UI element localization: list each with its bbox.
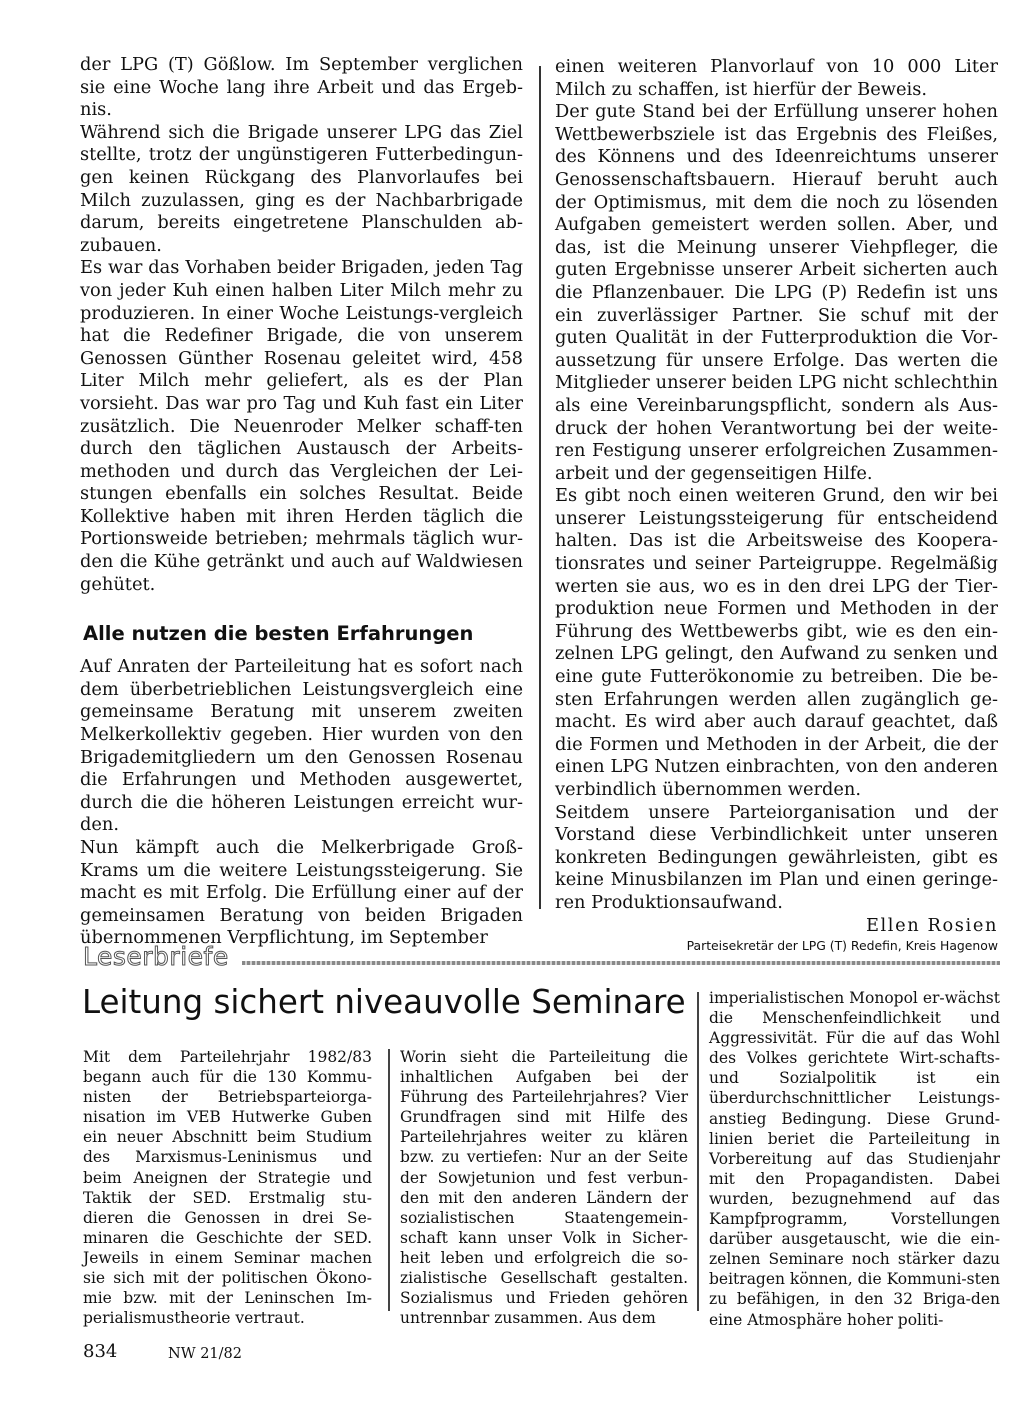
author-role: Parteisekretär der LPG (T) Redefin, Kreis Hagenow [686,938,998,954]
paragraph: Nun kämpft auch die Melkerbrigade Groß-Krams um die weitere Leistungssteigerung. Sie macht es mit Erfolg. Die Erfüllung einer auf der gemeinsamen Beratung von beiden Brigaden übernommenen Verpflichtung, im September [80,837,523,949]
paragraph: einen weiteren Planvorlauf von 10 000 Liter Milch zu schaffen, ist hierfür der Beweis. [555,56,998,100]
paragraph: Seitdem unsere Parteiorganisation und der Vorstand diese Verbindlichkeit unter unseren konkreten Bedingungen gewährleisten, gibt es keine Minusbilanzen im Plan und einen geringe-ren Produktionsaufwand. [555,801,998,913]
paragraph: Es war das Vorhaben beider Brigaden, jeden Tag von jeder Kuh einen halben Liter Milch mehr zu produzieren. In einer Woche Leistungs-vergleich hat die Redefiner Brigade, die von unserem Genossen Günther Rosenau geleitet wird, 458 Liter Milch mehr geliefert, als es der Plan vorsieht. Das war pro Tag und Kuh fast ein Liter zusätzlich. Die Neuenroder Melker schaff-ten durch den täglichen Austausch der Arbeits-methoden und durch das Vergleichen der Lei-stungen ebenfalls ein solches Resultat. Beide Kollektive haben mit ihren Herden täglich die Portionsweide betrieben; mehrmals täglich wur-den die Kühe getränkt und auch auf Waldwiesen gehütet. [80,257,523,595]
paragraph: Worin sieht die Parteileitung die inhaltlichen Aufgaben bei der Führung des Parteilehrjahres? Vier Grundfragen sind mit Hilfe des Parteilehrjahres weiter zu klären bzw. zu vertiefen: Nur an der Seite der Sowjetunion und fest verbun-den mit den anderen Ländern der sozialistischen Staatengemein-schaft kann unser Volk in Sicher-heit leben und erfolgreich die so-zialistische Gesellschaft gestalten. Sozialismus und Frieden gehören untrennbar zusammen. Aus dem [400,1048,688,1328]
upper-article-left-column [80,54,523,950]
headline: Leitung sichert niveauvolle Seminare [82,983,686,1021]
lower-article-middle-column [400,1047,688,1328]
lower-article-right-column [709,988,1000,1330]
paragraph: Es gibt noch einen weiteren Grund, den wir bei unserer Leistungssteigerung für entscheidend halten. Das ist die Arbeitsweise des Koopera-tionsrates und seiner Parteigruppe. Regelmäßig werten sie aus, wo es in den drei LPG der Tier-produktion neue Formen und Methoden in der Führung des Wettbewerbs gibt, wie es den ein-zelnen LPG gelingt, den Aufwand zu senken und eine gute Futterökonomie zu betreiben. Die be-sten Erfahrungen werden allen zugänglich ge-macht. Es wird aber auch darauf geachtet, daß die Formen und Methoden in der Arbeit, die der einen LPG Nutzen einbrachten, von den anderen verbindlich übernommen werden. [555,485,998,800]
column-divider [697,992,699,1311]
author-name: Ellen Rosien [865,914,998,936]
section-rule [242,961,1000,965]
subheading: Alle nutzen die besten Erfahrungen [83,622,474,646]
section-label: Leserbriefe [83,942,229,971]
page-number: 834 [83,1341,118,1362]
issue-label: NW 21/82 [168,1346,242,1362]
paragraph: Der gute Stand bei der Erfüllung unserer hohen Wettbewerbsziele ist das Ergebnis des Fleißes, des Könnens und des Ideenreichtums unserer Genossenschaftsbauern. Hierauf beruht auch der Optimismus, mit dem die noch zu lösenden Aufgaben gemeistert werden sollen. Aber, und das, ist die Meinung unserer Viehpfleger, die guten Ergebnisse unserer Arbeit sicherten auch die Pflanzenbauer. Die LPG (P) Redefin ist uns ein zuverlässiger Partner. Sie schuf mit der guten Qualität in der Futterproduktion die Vor-aussetzung für unsere Erfolge. Das werten die Mitglieder unserer beiden LPG nicht schlechthin als eine Vereinbarungspflicht, sondern als Aus-druck der hohen Verantwortung bei der weite-ren Festigung unserer erfolgreichen Zusammen-arbeit und der gegenseitigen Hilfe. [555,101,998,484]
paragraph: imperialistischen Monopol er-wächst die Menschenfeindlichkeit und Aggressivität. Für die auf das Wohl des Volkes gerichtete Wirt-schafts- und Sozialpolitik ist ein überdurchschnittlicher Leistungs-anstieg Bedingung. Diese Grund-linien beriet die Parteileitung in Vorbereitung auf das Studienjahr mit den Propagandisten. Dabei wurden, bezugnehmend auf das Kampfprogramm, Vorstellungen darüber ausgetauscht, wie die ein-zelnen Seminare noch stärker dazu beitragen können, die Kommuni-sten zu befähigen, in den 32 Briga-den eine Atmosphäre hoher politi- [709,989,1001,1329]
paragraph: Mit dem Parteilehrjahr 1982/83 begann auch für die 130 Kommu-nisten der Betriebsparteiorga-nisation im VEB Hutwerke Guben ein neuer Abschnitt beim Studium des Marxismus-Leninismus und beim Aneignen der Strategie und Taktik der SED. Erstmalig stu-dieren die Genossen in drei Se-minaren die Geschichte der SED. Jeweils in einem Seminar machen sie sich mit der politischen Ökono-mie bzw. mit der Leninschen Im-perialismustheorie vertraut. [83,1048,372,1328]
column-divider [539,66,541,909]
upper-article-right-column [555,56,998,955]
paragraph: der LPG (T) Gößlow. Im September verglichen sie eine Woche lang ihre Arbeit und das Ergeb-nis. [80,54,523,121]
column-divider [388,1049,390,1311]
paragraph: Auf Anraten der Parteileitung hat es sofort nach dem überbetrieblichen Leistungsvergleich eine gemeinsame Beratung mit unserem zweiten Melkerkollektiv gegeben. Hier wurden von den Brigademitgliedern um den Genossen Rosenau die Erfahrungen und Methoden ausgewertet, durch die die höheren Leistungen erreicht wur-den. [80,656,523,836]
paragraph: Während sich die Brigade unserer LPG das Ziel stellte, trotz der ungünstigeren Futterbedingun-gen keinen Rückgang des Planvorlaufes bei Milch zuzulassen, ging es der Nachbarbrigade darum, bereits eingetretene Planschulden ab-zubauen. [80,121,523,256]
lower-article-left-column [83,1047,372,1328]
